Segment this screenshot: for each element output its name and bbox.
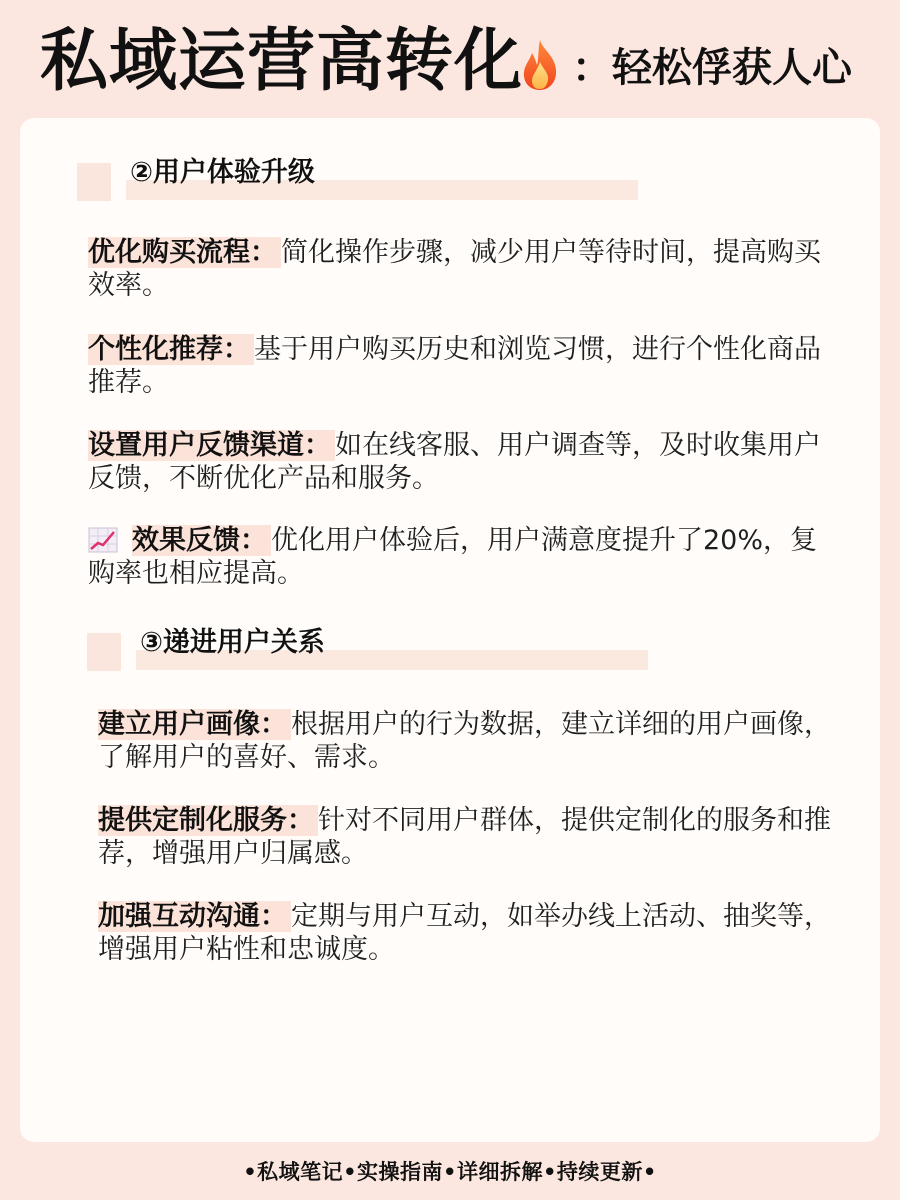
item-key: 个性化推荐： bbox=[88, 334, 254, 365]
item-key: 加强互动沟通： bbox=[98, 901, 291, 932]
item-text: 如在线客服、用户调查等，及时收集用户反馈，不断优化产品和服务。 bbox=[88, 430, 821, 494]
item-key: 设置用户反馈渠道： bbox=[88, 430, 335, 461]
fire-icon bbox=[515, 38, 565, 92]
item-key: 优化购买流程： bbox=[88, 237, 281, 268]
list-item bbox=[88, 429, 828, 495]
list-item bbox=[98, 900, 838, 966]
item-text: 根据用户的行为数据，建立详细的用户画像，了解用户的喜好、需求。 bbox=[98, 709, 831, 773]
item-key: 建立用户画像： bbox=[98, 709, 291, 740]
list-item bbox=[98, 804, 838, 870]
page-subtitle: ：轻松俘获人心 bbox=[572, 45, 852, 91]
heading-decoration bbox=[87, 633, 121, 671]
header bbox=[0, 0, 900, 118]
item-text: 优化用户体验后，用户满意度提升了20%，复购率也相应提高。 bbox=[88, 525, 818, 589]
item-key: 效果反馈： bbox=[132, 525, 271, 556]
page-title: 私域运营高转化 bbox=[40, 22, 524, 101]
heading-decoration bbox=[77, 163, 111, 201]
item-key: 提供定制化服务： bbox=[98, 805, 318, 836]
footer-tagline: •私域笔记•实操指南•详细拆解•持续更新• bbox=[243, 1160, 657, 1184]
item-text: 针对不同用户群体，提供定制化的服务和推荐，增强用户归属感。 bbox=[98, 805, 831, 869]
item-text: 定期与用户互动，如举办线上活动、抽奖等，增强用户粘性和忠诚度。 bbox=[98, 901, 831, 965]
content-card bbox=[20, 118, 880, 1142]
list-item bbox=[88, 524, 828, 590]
item-text: 基于用户购买历史和浏览习惯，进行个性化商品推荐。 bbox=[88, 334, 821, 398]
list-item bbox=[88, 333, 828, 399]
section-title: ③递进用户关系 bbox=[140, 627, 325, 658]
section-title: ②用户体验升级 bbox=[130, 157, 315, 188]
item-text: 简化操作步骤，减少用户等待时间，提高购买效率。 bbox=[88, 237, 821, 301]
list-item bbox=[88, 236, 828, 302]
chart-increasing-icon bbox=[88, 527, 118, 553]
list-item bbox=[98, 708, 838, 774]
